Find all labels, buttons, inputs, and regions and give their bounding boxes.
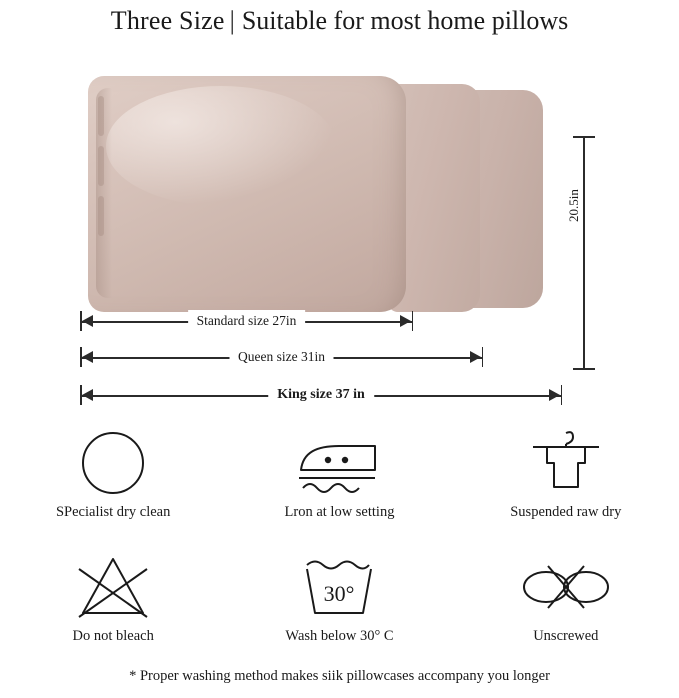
svg-text:30°: 30° <box>324 581 355 606</box>
king-size-dimension <box>80 384 562 406</box>
arrow-right-icon <box>400 315 411 327</box>
circle-dry-clean-icon <box>0 424 226 502</box>
pillow-fold-detail <box>98 146 104 186</box>
care-item-dry-clean <box>0 424 226 521</box>
pillow-illustration <box>0 62 679 322</box>
height-dimension-label: 20.5in <box>566 189 581 222</box>
care-item-drip-dry <box>453 424 679 521</box>
no-wring-icon <box>453 548 679 626</box>
page-title <box>0 6 679 36</box>
care-row-top <box>0 424 679 521</box>
arrow-left-icon <box>82 315 93 327</box>
care-item-no-wring <box>453 548 679 645</box>
arrow-left-icon <box>82 389 93 401</box>
footer-note: * Proper washing method makes siik pillowcases accompany you longer <box>129 668 550 684</box>
care-label: Lron at low setting <box>284 504 395 520</box>
standard-size-label: Standard size 27in <box>188 310 306 332</box>
care-item-wash-30 <box>226 548 452 645</box>
care-item-iron <box>226 424 452 521</box>
dimension-tick-right <box>482 347 484 367</box>
arrow-left-icon <box>82 351 93 363</box>
care-row-bottom <box>0 548 679 645</box>
hanger-drip-dry-icon <box>453 424 679 502</box>
arrow-right-icon <box>549 389 560 401</box>
iron-low-setting-icon <box>226 424 452 502</box>
care-label: Suspended raw dry <box>510 504 622 520</box>
care-item-no-bleach <box>0 548 226 645</box>
height-dimension-cap-top <box>573 136 595 138</box>
king-size-label: King size 37 in <box>268 384 374 406</box>
care-label: SPecialist dry clean <box>55 504 171 520</box>
queen-size-label: Queen size 31in <box>229 346 334 368</box>
height-dimension-line <box>583 136 585 370</box>
care-instructions-grid <box>0 424 679 645</box>
standard-size-dimension <box>80 310 413 332</box>
care-label: Wash below 30° C <box>285 628 394 644</box>
dimension-tick-right <box>412 311 414 331</box>
care-label: Unscrewed <box>533 628 599 644</box>
height-dimension-cap-bottom <box>573 368 595 370</box>
title-separator: | <box>229 6 235 35</box>
dimension-tick-right <box>561 385 563 405</box>
queen-size-dimension <box>80 346 483 368</box>
no-bleach-icon <box>0 548 226 626</box>
wash-30-degrees-icon <box>226 548 452 626</box>
arrow-right-icon <box>470 351 481 363</box>
care-label: Do not bleach <box>72 628 154 644</box>
title-sub: Suitable for most home pillows <box>241 6 569 35</box>
pillow-fold-detail <box>98 96 104 136</box>
pillow-front <box>88 76 406 312</box>
pillow-fold-detail <box>98 196 104 236</box>
title-main: Three Size <box>110 6 225 35</box>
